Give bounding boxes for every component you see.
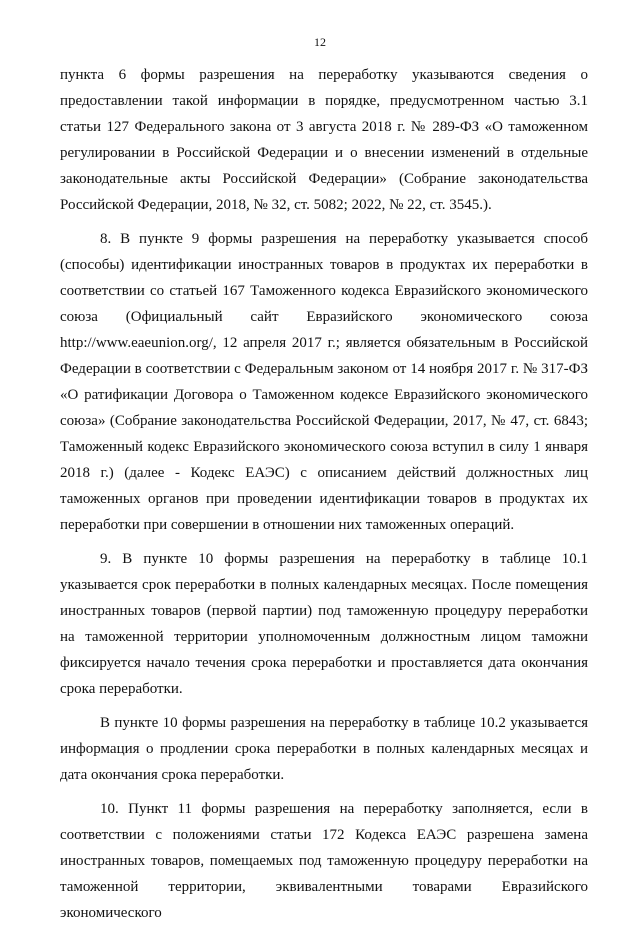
paragraph-item-8: 8. В пункте 9 формы разрешения на переработку указывается способ (способы) идентификации иностранных товаров в продуктах их переработки в соответствии со статьей 167 Таможенного кодекса Евразийского экономического союза (Официальный сайт Евразийского экономического союза http://www.eaeunion.org/, 12 апреля 2017 г.; является обязательным в Российской Федерации в соответствии с Федеральным законом от 14 ноября 2017 г. № 317-ФЗ «О ратификации Договора о Таможенном кодексе Евразийского экономического союза» (Собрание законодательства Российской Федерации, 2017, № 47, ст. 6843; Таможенный кодекс Евразийского экономического союза вступил в силу 1 января 2018 г.) (далее - Кодекс ЕАЭС) с описанием действий должностных лиц таможенных органов при проведении идентификации товаров в продуктах их переработки при совершении в отношении них таможенных операций. <box>60 231 588 533</box>
paragraph-item-9: 9. В пункте 10 формы разрешения на переработку в таблице 10.1 указывается срок переработки в полных календарных месяцах. После помещения иностранных товаров (первой партии) под таможенную процедуру переработки на таможенной территории уполномоченным должностным лицом таможни фиксируется начало течения срока переработки и проставляется дата окончания срока переработки. <box>60 551 588 697</box>
page-number: 12 <box>314 35 326 49</box>
document-body <box>60 62 588 926</box>
paragraph-continuation: пункта 6 формы разрешения на переработку указываются сведения о предоставлении такой информации в порядке, предусмотренном частью 3.1 статьи 127 Федерального закона от 3 августа 2018 г. № 289-ФЗ «О таможенном регулировании в Российской Федерации и о внесении изменений в отдельные законодательные акты Российской Федерации» (Собрание законодательства Российской Федерации, 2018, № 32, ст. 5082; 2022, № 22, ст. 3545.). <box>60 67 588 213</box>
paragraph-item-10: 10. Пункт 11 формы разрешения на переработку заполняется, если в соответствии с положениями статьи 172 Кодекса ЕАЭС разрешена замена иностранных товаров, помещаемых под таможенную процедуру переработки на таможенной территории, эквивалентными товарами Евразийского экономического <box>60 801 588 921</box>
paragraph-item-9-table-10-2: В пункте 10 формы разрешения на переработку в таблице 10.2 указывается информация о продлении срока переработки в полных календарных месяцах и дата окончания срока переработки. <box>60 715 588 783</box>
